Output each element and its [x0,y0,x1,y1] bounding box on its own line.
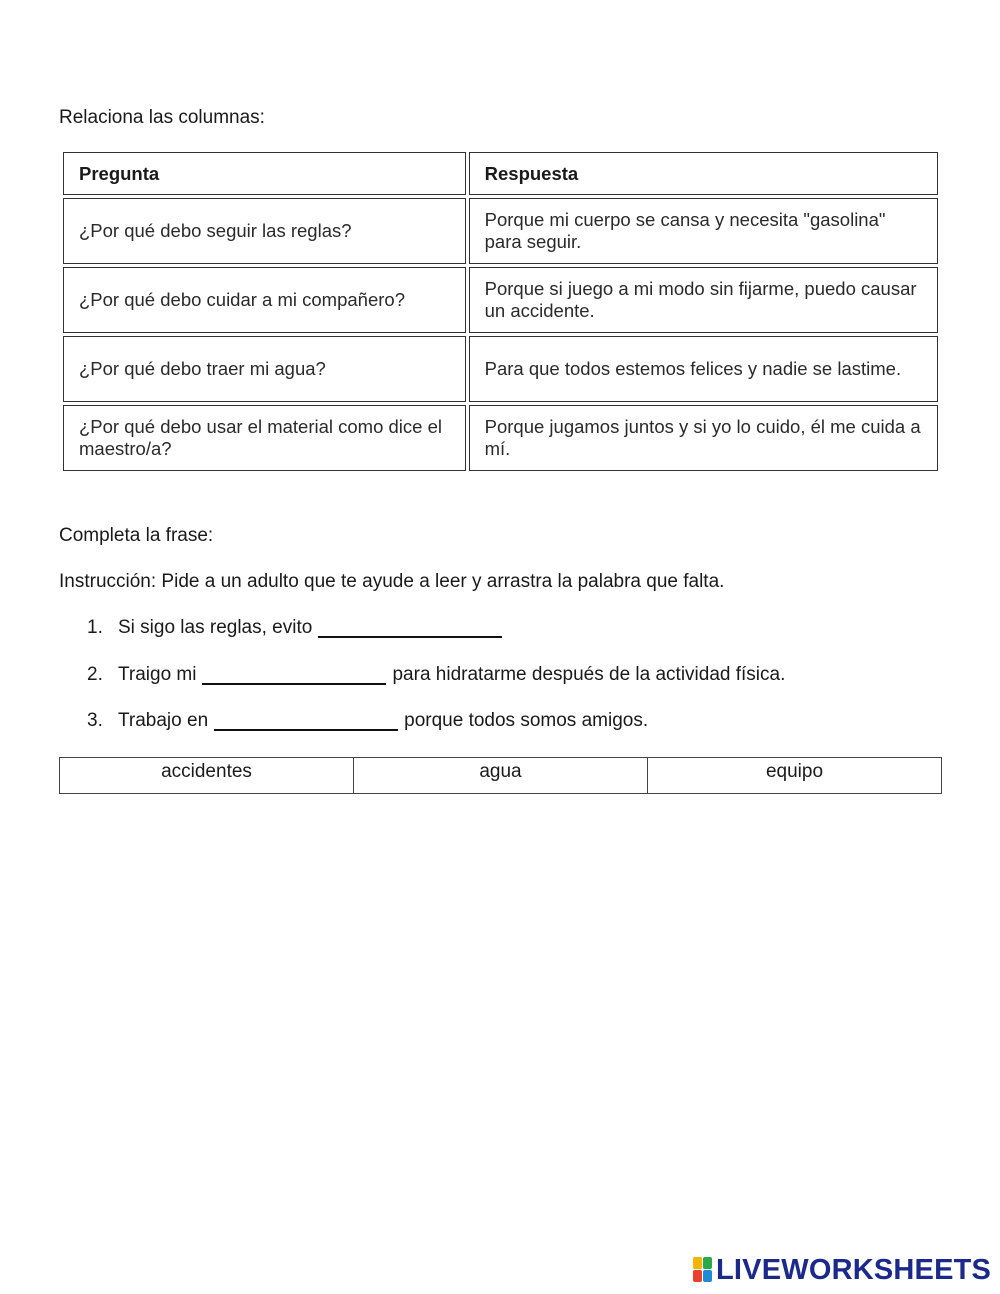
answer-blank-1[interactable] [318,617,502,638]
word-option[interactable]: accidentes [60,758,354,794]
answer-blank-2[interactable] [202,664,386,685]
table-row [63,336,938,402]
list-item [87,710,785,757]
table-header-row [63,152,938,195]
answer-cell[interactable]: Porque mi cuerpo se cansa y necesita "gasolina" para seguir. [469,198,938,264]
sentence-text: Trabajo en [118,710,209,731]
word-option[interactable]: agua [354,758,648,794]
list-item [87,617,785,664]
complete-heading: Completa la frase: [59,525,214,546]
table-row [63,405,938,471]
answer-cell[interactable]: Porque jugamos juntos y si yo lo cuido, él me cuida a mí. [469,405,938,471]
sentence-list [87,617,785,757]
item-number: 3. [87,710,103,731]
question-cell[interactable]: ¿Por qué debo usar el material como dice el maestro/a? [63,405,466,471]
sentence-text: Si sigo las reglas, evito [118,617,313,638]
sentence-text: porque todos somos amigos. [404,710,649,731]
question-cell[interactable]: ¿Por qué debo traer mi agua? [63,336,466,402]
question-cell[interactable]: ¿Por qué debo cuidar a mi compañero? [63,267,466,333]
header-question: Pregunta [63,152,466,195]
answer-blank-3[interactable] [214,710,398,731]
table-row [63,198,938,264]
sentence-text: para hidratarme después de la actividad física. [392,663,786,685]
question-cell[interactable]: ¿Por qué debo seguir las reglas? [63,198,466,264]
brand-name: LIVEWORKSHEETS [716,1254,992,1286]
sentence-text: Traigo mi [118,663,197,685]
word-option[interactable]: equipo [648,758,942,794]
logo-blocks-icon [693,1257,713,1283]
answer-cell[interactable]: Porque si juego a mi modo sin fijarme, puedo causar un accidente. [469,267,938,333]
match-table [60,149,941,474]
word-bank-row [60,758,942,794]
item-number: 1. [87,617,103,638]
header-answer: Respuesta [469,152,938,195]
list-item [87,664,785,711]
match-heading: Relaciona las columnas: [59,107,265,128]
item-number: 2. [87,663,103,685]
instruction-text: Instrucción: Pide a un adulto que te ayude a leer y arrastra la palabra que falta. [59,571,725,592]
answer-cell[interactable]: Para que todos estemos felices y nadie se lastime. [469,336,938,402]
liveworksheets-logo[interactable] [693,1255,991,1285]
word-bank [59,757,942,794]
table-row [63,267,938,333]
